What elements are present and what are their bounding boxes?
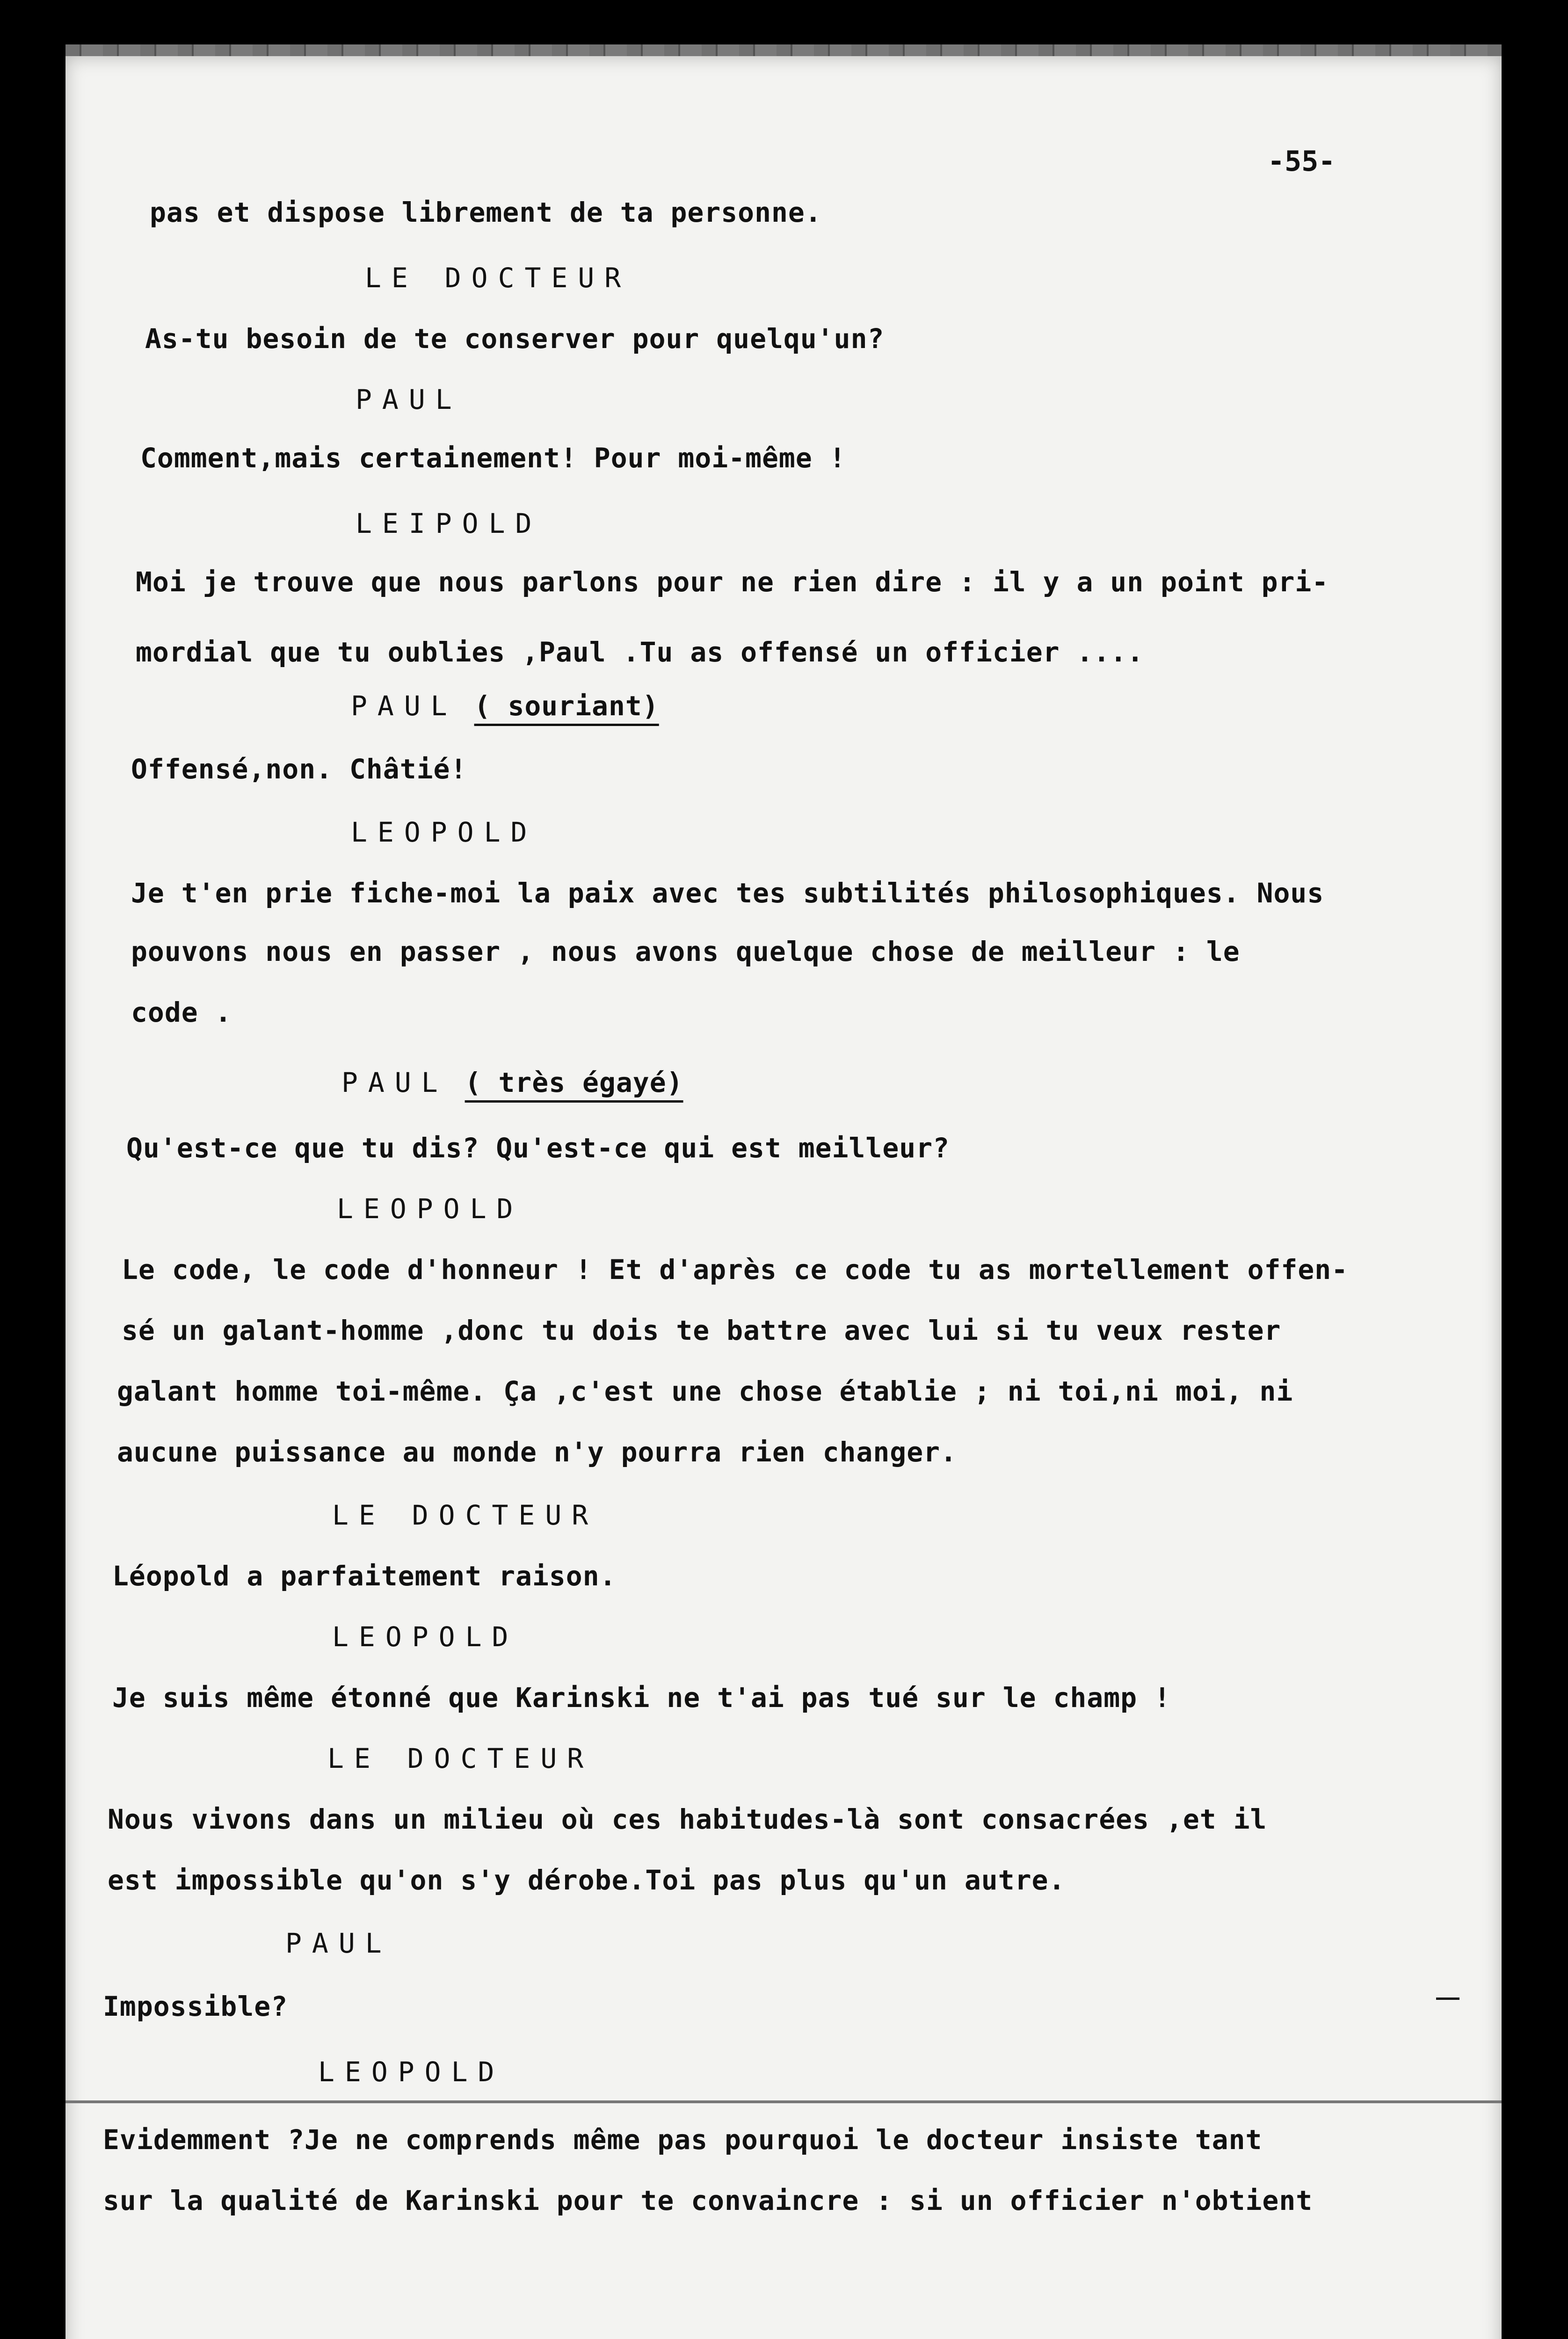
speaker-name: LEIPOLD	[356, 508, 542, 539]
speaker-name: PAUL	[341, 1067, 448, 1098]
text-line: Moi je trouve que nous parlons pour ne rien dire : il y a un point pri-	[136, 566, 1329, 598]
text-line: Je suis même étonné que Karinski ne t'ai pas tué sur le champ !	[112, 1682, 1171, 1714]
text-line: sé un galant-homme ,donc tu dois te battre avec lui si tu veux rester	[122, 1315, 1281, 1346]
text-line: galant homme toi-même. Ça ,c'est une chose établie ; ni toi,ni moi, ni	[117, 1375, 1293, 1407]
speaker-line	[341, 1067, 683, 1098]
speaker-line	[351, 690, 659, 722]
fold-line	[65, 2100, 1502, 2103]
text-line: pouvons nous en passer , nous avons quelque chose de meilleur : le	[131, 936, 1240, 967]
stage-direction: ( souriant)	[474, 690, 659, 722]
speaker-name: LEOPOLD	[337, 1193, 523, 1225]
text-line: Impossible?	[103, 1990, 288, 2022]
text-line: Léopold a parfaitement raison.	[112, 1560, 617, 1592]
text-line: code .	[131, 996, 232, 1028]
speaker-name: PAUL	[351, 690, 457, 722]
text-line: sur la qualité de Karinski pour te convaincre : si un officier n'obtient	[103, 2185, 1313, 2216]
speaker-name: LEOPOLD	[332, 1621, 519, 1653]
text-line: Le code, le code d'honneur ! Et d'après ce code tu as mortellement offen-	[122, 1254, 1349, 1286]
text-line: Je t'en prie fiche-moi la paix avec tes subtilités philosophiques. Nous	[131, 877, 1324, 909]
margin-mark	[1436, 1998, 1459, 2000]
typewritten-page	[65, 56, 1502, 2339]
text-line: Comment,mais certainement! Pour moi-même !	[140, 442, 846, 474]
text-line: Nous vivons dans un milieu où ces habitudes-là sont consacrées ,et il	[108, 1803, 1267, 1835]
text-line: Qu'est-ce que tu dis? Qu'est-ce qui est meilleur?	[126, 1132, 950, 1164]
page-number: -55-	[1268, 145, 1336, 178]
speaker-name: PAUL	[285, 1927, 392, 1959]
speaker-name: LE DOCTEUR	[365, 262, 632, 294]
speaker-name: LE DOCTEUR	[332, 1499, 599, 1531]
text-line: mordial que tu oublies ,Paul .Tu as offensé un officier ....	[136, 636, 1144, 668]
text-line: aucune puissance au monde n'y pourra rien changer.	[117, 1436, 957, 1468]
text-line: Evidemment ?Je ne comprends même pas pourquoi le docteur insiste tant	[103, 2124, 1263, 2156]
speaker-name: PAUL	[356, 384, 462, 415]
text-line: est impossible qu'on s'y dérobe.Toi pas plus qu'un autre.	[108, 1864, 1066, 1896]
stage-direction: ( très égayé)	[465, 1067, 683, 1098]
text-line: Offensé,non. Châtié!	[131, 753, 467, 785]
speaker-name: LEOPOLD	[351, 816, 537, 848]
speaker-name: LEOPOLD	[318, 2056, 505, 2088]
text-line: pas et dispose librement de ta personne.	[150, 196, 822, 228]
text-line: As-tu besoin de te conserver pour quelqu'un?	[145, 323, 885, 355]
speaker-name: LE DOCTEUR	[327, 1743, 594, 1774]
